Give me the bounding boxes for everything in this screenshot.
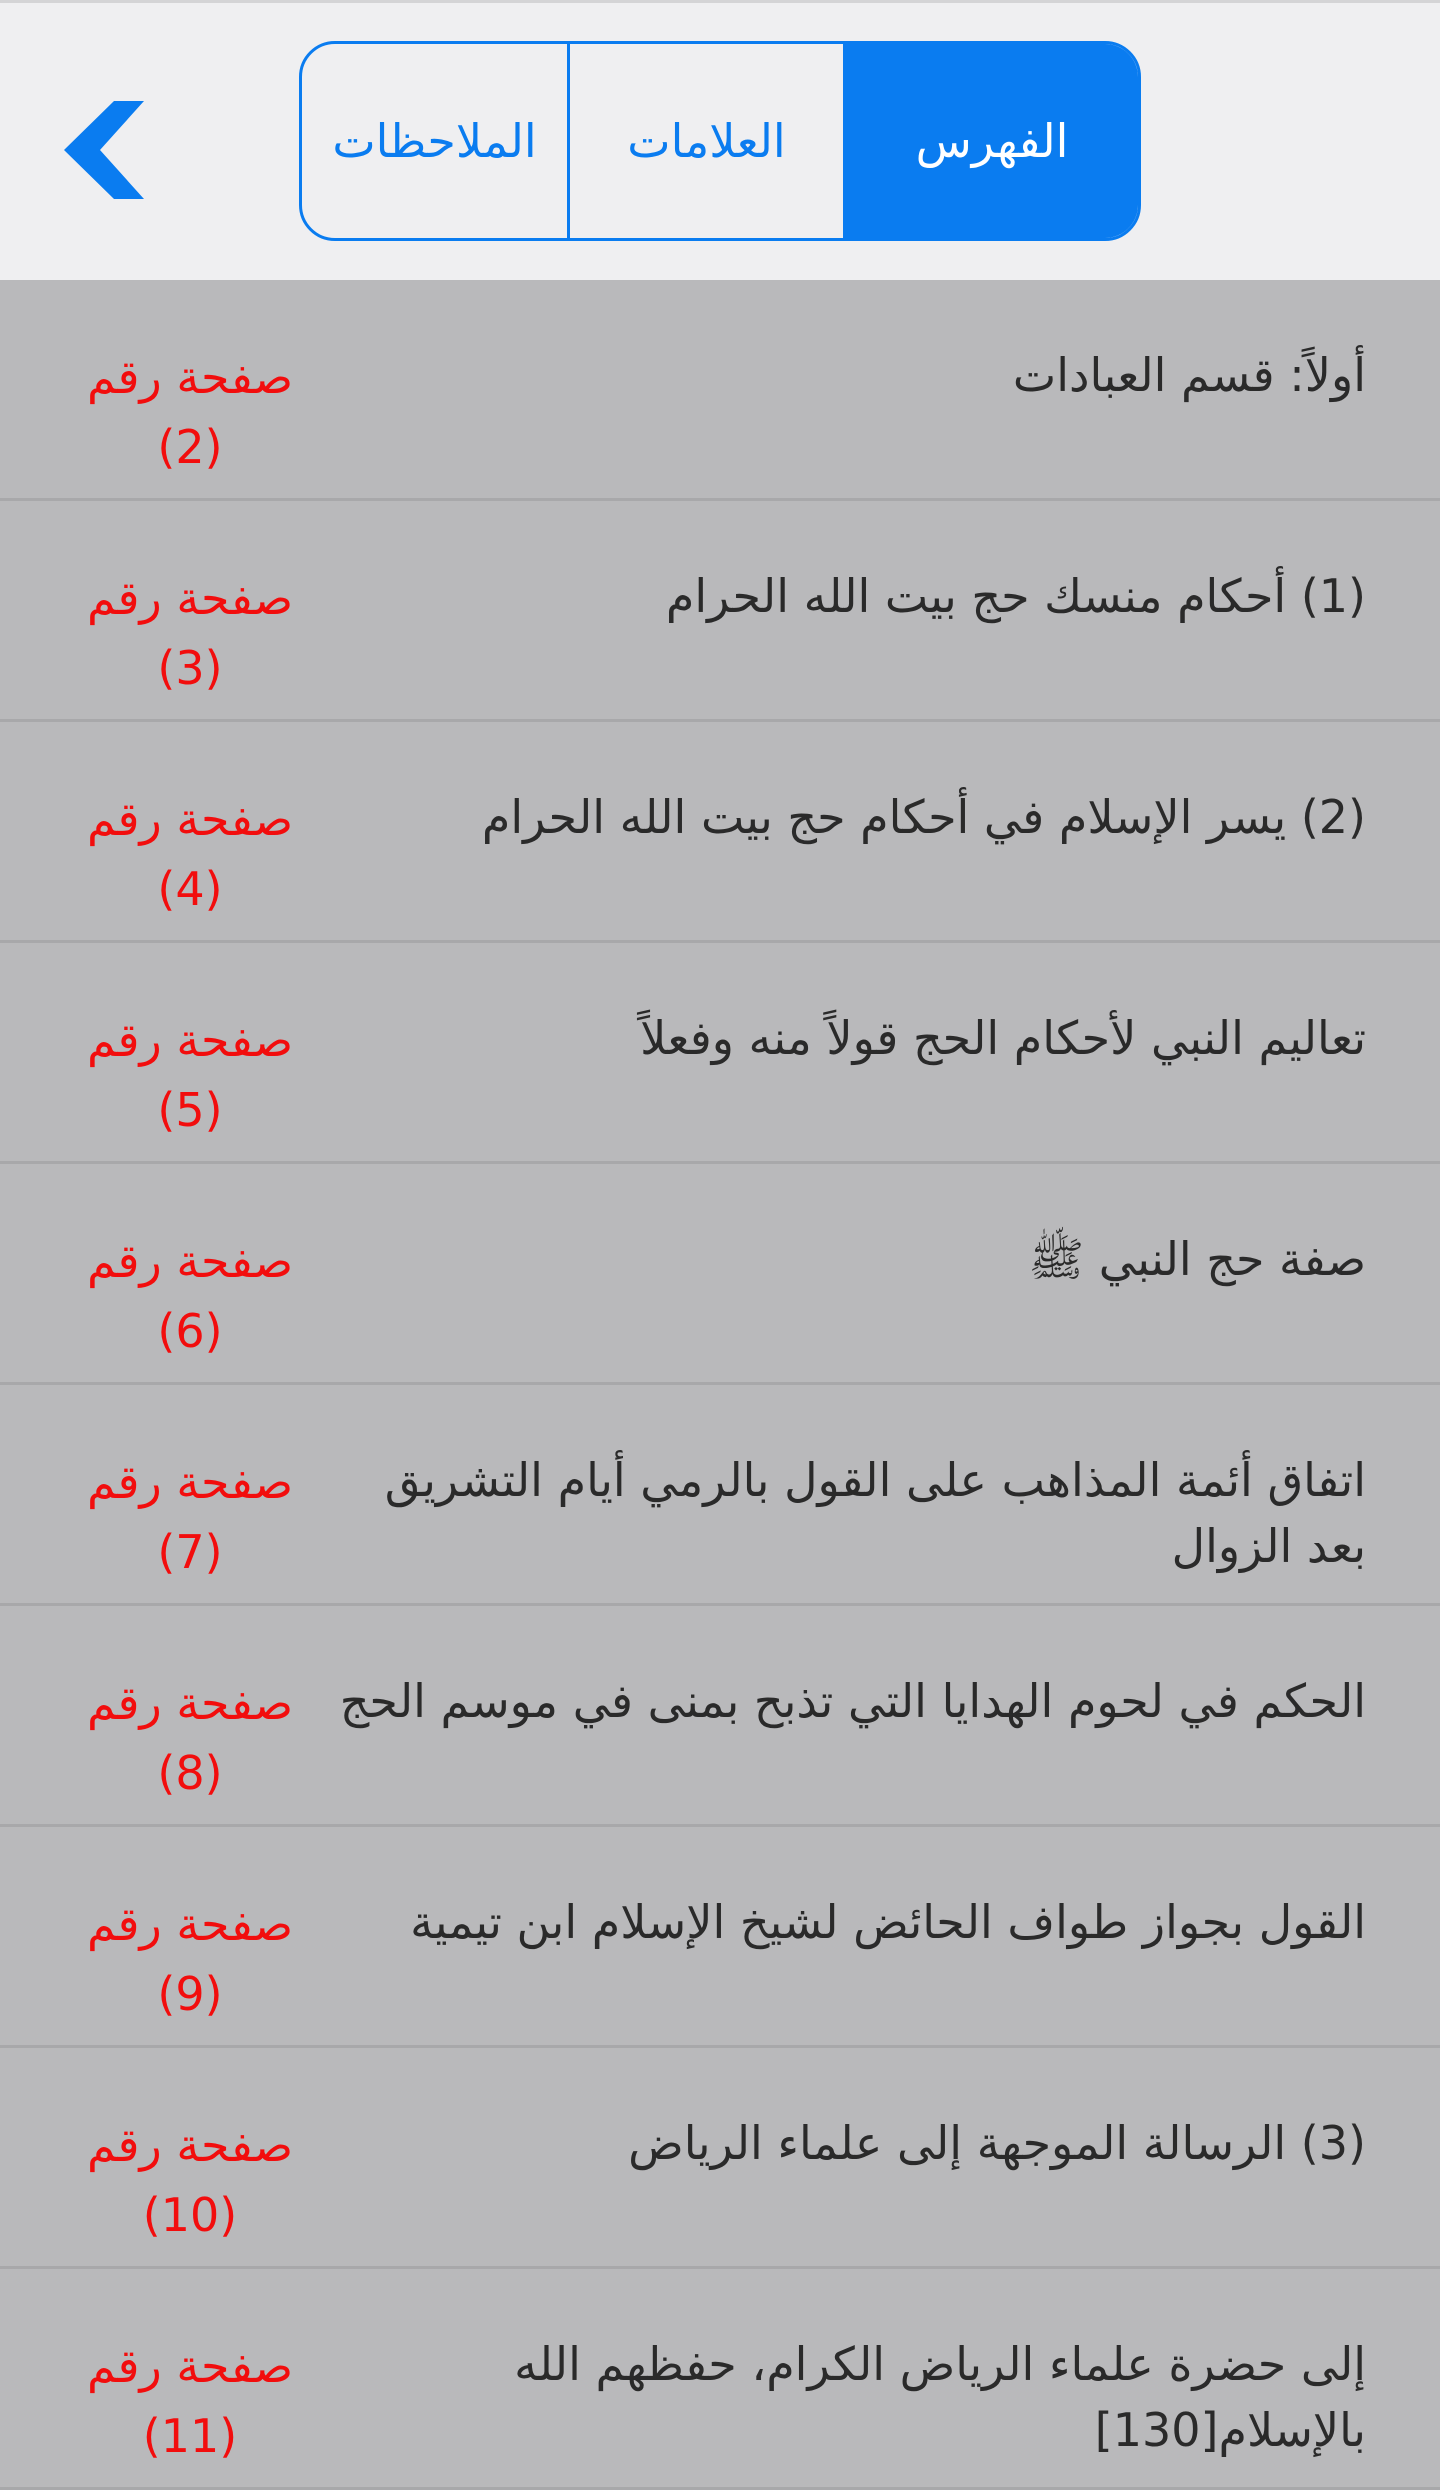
- page-label: صفحة رقم: [86, 1455, 294, 1509]
- entry-title: تعاليم النبي لأحكام الحج قولاً منه وفعلاً: [640, 1011, 1366, 1065]
- page-label: صفحة رقم: [86, 1676, 294, 1730]
- page-number: (4): [157, 862, 223, 916]
- page-reference: [70, 2110, 310, 2250]
- entry-title: (1) أحكام منسك حج بيت الله الحرام: [665, 569, 1366, 623]
- page-number: (8): [157, 1746, 223, 1800]
- list-item[interactable]: [0, 280, 1440, 501]
- page-number: (11): [142, 2409, 238, 2463]
- page-reference: [70, 1889, 310, 2029]
- page-label: صفحة رقم: [86, 1897, 294, 1951]
- tab-index[interactable]: الفهرس: [846, 44, 1138, 238]
- top-bar: [0, 0, 1440, 280]
- page-reference: [70, 2331, 310, 2471]
- list-item[interactable]: [0, 1606, 1440, 1827]
- entry-title: إلى حضرة علماء الرياض الكرام، حفظهم الله بالإسلام[130]: [514, 2337, 1366, 2457]
- page-reference: [70, 342, 310, 482]
- page-number: (9): [157, 1967, 223, 2021]
- page-number: (3): [157, 641, 223, 695]
- list-item[interactable]: [0, 2269, 1440, 2490]
- page-number: (5): [157, 1083, 223, 1137]
- page-number: (10): [142, 2188, 238, 2242]
- list-item[interactable]: [0, 501, 1440, 722]
- page-label: صفحة رقم: [86, 2118, 294, 2172]
- page-label: صفحة رقم: [86, 350, 294, 404]
- page-reference: [70, 1005, 310, 1145]
- list-item[interactable]: [0, 1827, 1440, 2048]
- list-item[interactable]: [0, 2048, 1440, 2269]
- page-reference: [70, 784, 310, 924]
- page-label: صفحة رقم: [86, 571, 294, 625]
- page-label: صفحة رقم: [86, 1013, 294, 1067]
- entry-title: (3) الرسالة الموجهة إلى علماء الرياض: [628, 2116, 1366, 2170]
- page-number: (2): [157, 420, 223, 474]
- entry-title: صفة حج النبي ﷺ: [1028, 1232, 1366, 1286]
- entry-title: أولاً: قسم العبادات: [1012, 348, 1366, 402]
- tab-bookmarks[interactable]: العلامات: [570, 44, 846, 238]
- tab-notes[interactable]: الملاحظات: [302, 44, 570, 238]
- chevron-left-icon: [58, 95, 158, 205]
- page-number: (7): [157, 1525, 223, 1579]
- page-reference: [70, 1668, 310, 1808]
- list-item[interactable]: [0, 1385, 1440, 1606]
- entry-title: (2) يسر الإسلام في أحكام حج بيت الله الحرام: [481, 790, 1366, 844]
- page-reference: [70, 563, 310, 703]
- page-label: صفحة رقم: [86, 1234, 294, 1288]
- list-item[interactable]: [0, 943, 1440, 1164]
- page-number: (6): [157, 1304, 223, 1358]
- index-list: [0, 280, 1440, 2490]
- page-reference: [70, 1226, 310, 1366]
- list-item[interactable]: [0, 1164, 1440, 1385]
- tab-switcher: [299, 41, 1141, 241]
- page-label: صفحة رقم: [86, 792, 294, 846]
- page-reference: [70, 1447, 310, 1587]
- entry-title: القول بجواز طواف الحائض لشيخ الإسلام ابن تيمية: [410, 1895, 1366, 1949]
- list-item[interactable]: [0, 722, 1440, 943]
- entry-title: اتفاق أئمة المذاهب على القول بالرمي أيام التشريق بعد الزوال: [384, 1453, 1366, 1573]
- page-label: صفحة رقم: [86, 2339, 294, 2393]
- entry-title: الحكم في لحوم الهدايا التي تذبح بمنى في موسم الحج: [339, 1674, 1366, 1728]
- back-button[interactable]: [58, 95, 158, 205]
